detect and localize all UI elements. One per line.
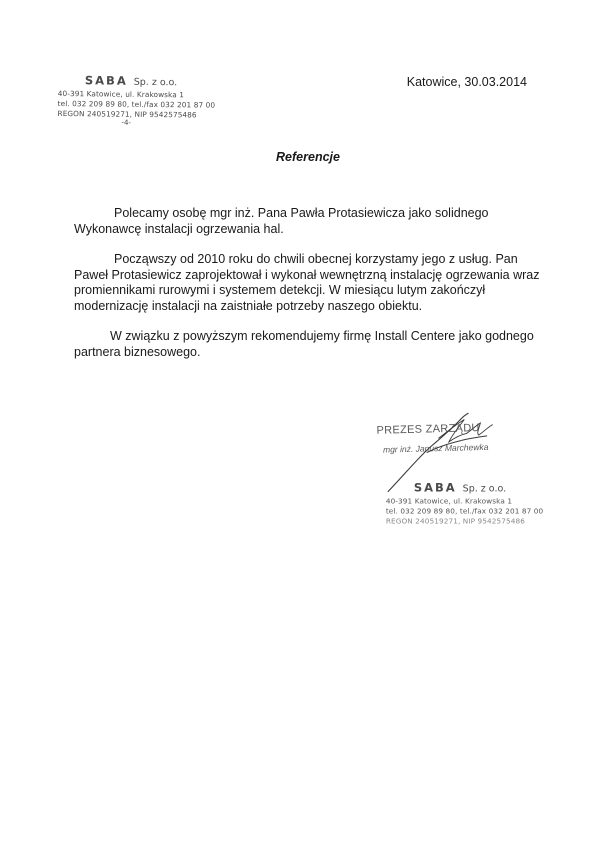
paragraph-conclusion xyxy=(74,329,544,360)
company-name: SABA xyxy=(413,480,457,495)
signature-block xyxy=(368,406,544,540)
letter-title: Referencje xyxy=(276,150,340,164)
company-name-row xyxy=(85,72,208,90)
company-address: 40-391 Katowice, ul. Krakowska 1 xyxy=(385,496,513,506)
paragraph-line: W związku z powyższym rekomendujemy firmę Install Centere jako godnego xyxy=(110,329,534,343)
company-registry: REGON 240519271, NIP 9542575486 xyxy=(385,516,525,526)
paragraph-line: Paweł Protasiewicz zaprojektował i wykonał wewnętrzną instalację ogrzewania wraz xyxy=(74,267,540,282)
company-legal-form: Sp. z o.o. xyxy=(462,483,507,495)
company-name: SABA xyxy=(84,73,128,88)
paragraph-cooperation xyxy=(74,252,544,314)
company-registry: REGON 240519271, NIP 9542575486 xyxy=(57,108,197,120)
letter-date: Katowice, 30.03.2014 xyxy=(406,75,527,89)
paragraph-line: promiennikami rurowymi i systemem detekcji. W miesiącu lutym zakończył xyxy=(74,283,486,297)
stamp-mark: -4- xyxy=(121,118,132,127)
paragraph-line: Wykonawcę instalacji ogrzewania hal. xyxy=(74,221,284,236)
company-stamp-header xyxy=(57,72,216,128)
company-legal-form: Sp. z o.o. xyxy=(133,76,178,89)
signatory-name: mgr inż. Janusz Marchewka xyxy=(382,441,489,455)
paragraph-line: modernizację instalacji na zaistniałe potrzeby naszego obiektu. xyxy=(74,298,423,313)
company-phone: tel. 032 209 89 80, tel./fax 032 201 87 00 xyxy=(385,506,544,516)
signatory-position: PREZES ZARZĄDU xyxy=(376,422,480,437)
company-name-row xyxy=(414,480,546,497)
company-address: 40-391 Katowice, ul. Krakowska 1 xyxy=(57,88,185,100)
letter-body xyxy=(74,206,544,375)
paragraph-line: partnera biznesowego. xyxy=(74,344,201,359)
paragraph-recommendation xyxy=(74,206,544,237)
paragraph-line: Polecamy osobę mgr inż. Pana Pawła Protasiewicza jako solidnego xyxy=(114,206,489,220)
paragraph-line: Począwszy od 2010 roku do chwili obecnej korzystamy jego z usług. Pan xyxy=(114,252,518,266)
company-phone: tel. 032 209 89 80, tel./fax 032 201 87 00 xyxy=(57,98,216,110)
company-stamp-signature xyxy=(386,480,546,527)
